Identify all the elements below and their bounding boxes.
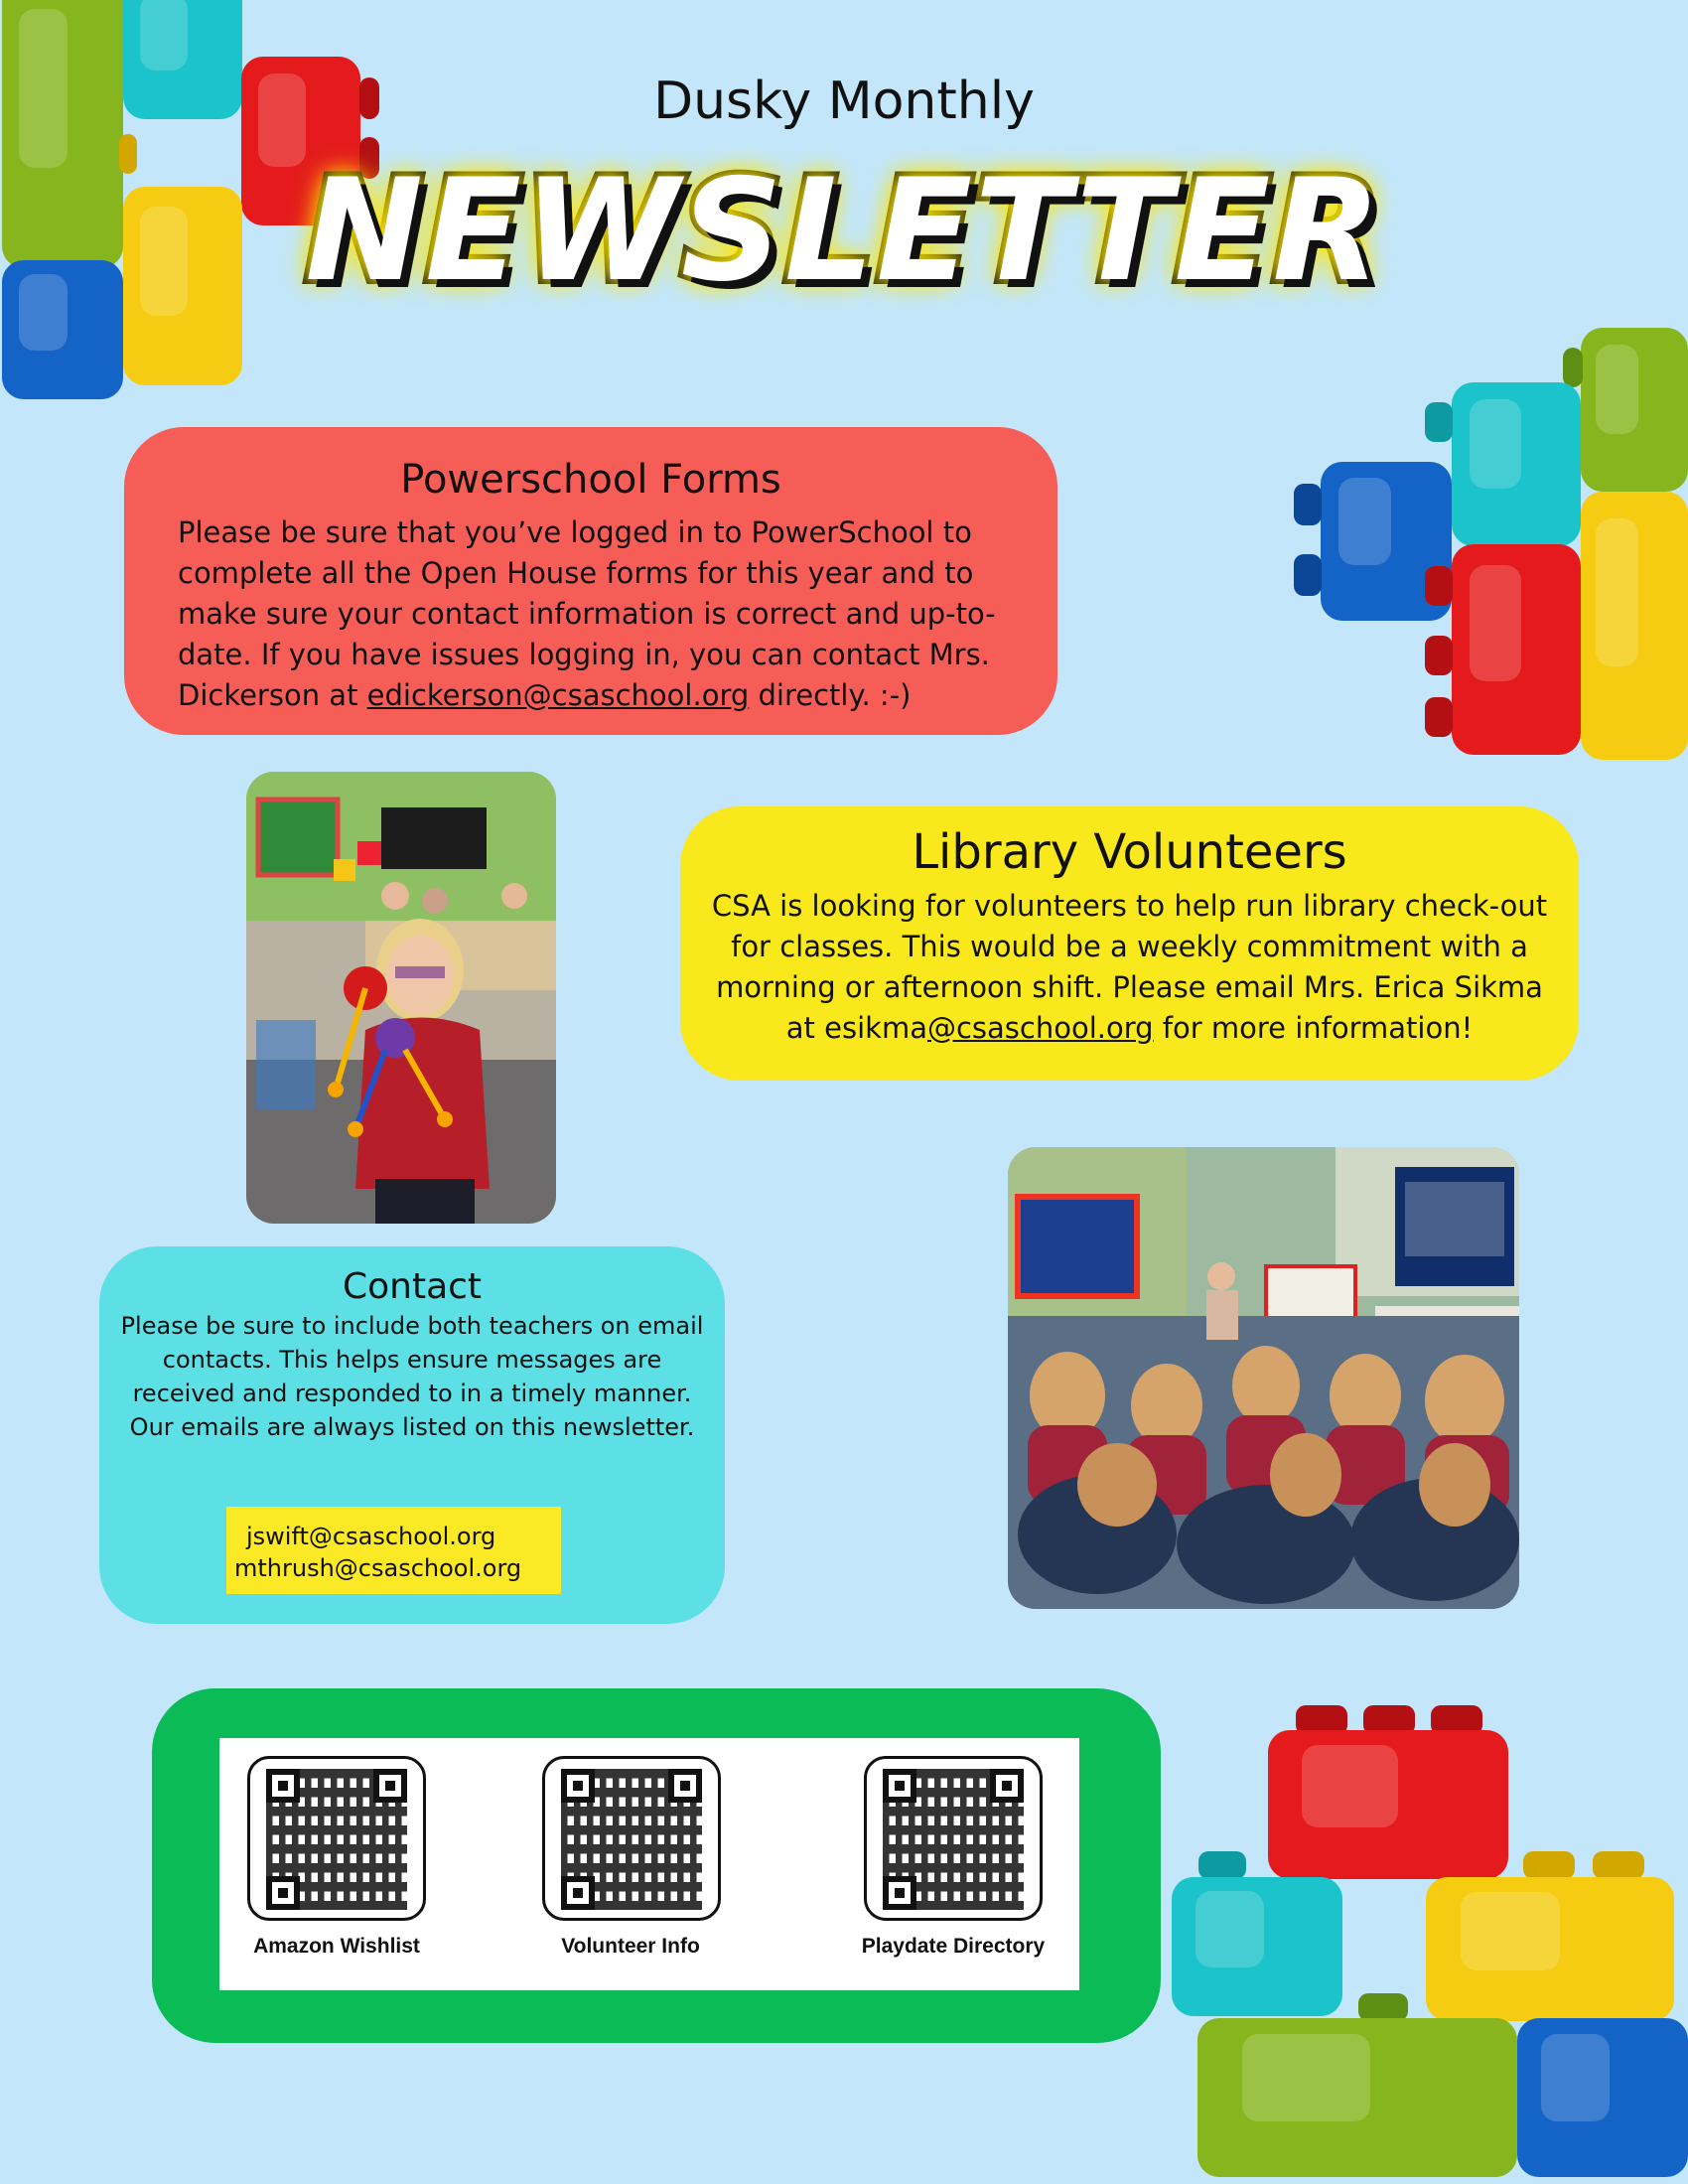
powerschool-body-tail: directly. :-) xyxy=(749,678,912,712)
student-robot-photo xyxy=(246,772,556,1224)
library-volunteers-body xyxy=(710,886,1549,1049)
library-body-text: CSA is looking for volunteers to help run library check-out for classes. This would be a weekly commitment with a morning or afternoon shift. Please email Mrs. Erica Sikma at esikma xyxy=(711,889,1548,1045)
qr-codes-panel xyxy=(152,1688,1161,2043)
contact-panel xyxy=(99,1246,725,1624)
contact-title: Contact xyxy=(342,1266,483,1307)
powerschool-forms-body xyxy=(178,512,1030,716)
amazon-wishlist-label: Amazon Wishlist xyxy=(253,1935,420,1958)
library-volunteers-title: Library Volunteers xyxy=(912,824,1347,880)
newsletter-masthead: NEWSLETTER xyxy=(305,149,1383,313)
sikma-email-link[interactable]: @csaschool.org xyxy=(926,1011,1154,1045)
newsletter-subtitle: Dusky Monthly xyxy=(653,72,1035,131)
dickerson-email-link[interactable]: edickerson@csaschool.org xyxy=(366,678,750,712)
library-volunteers-panel xyxy=(680,806,1579,1081)
volunteer-info-label: Volunteer Info xyxy=(561,1935,700,1958)
playdate-directory-label: Playdate Directory xyxy=(861,1935,1046,1958)
library-body-tail: for more information! xyxy=(1153,1011,1474,1045)
powerschool-forms-title: Powerschool Forms xyxy=(400,457,781,503)
thrush-email-link[interactable]: mthrush@csaschool.org xyxy=(234,1554,522,1582)
qr-codes-card xyxy=(219,1738,1079,1990)
teacher-emails-box xyxy=(226,1507,561,1594)
qr-code-icon[interactable] xyxy=(864,1756,1043,1921)
classroom-group-photo xyxy=(1008,1147,1519,1609)
swift-email-link[interactable]: jswift@csaschool.org xyxy=(246,1523,496,1550)
qr-code-icon[interactable] xyxy=(542,1756,721,1921)
powerschool-forms-panel xyxy=(124,427,1057,735)
contact-body: Please be sure to include both teachers on email contacts. This helps ensure messages are received and responded to in a timely manner. Our emails are always listed on this newsletter. xyxy=(120,1312,704,1441)
powerschool-body-text: Please be sure that you’ve logged in to PowerSchool to complete all the Open House forms for this year and to make sure your contact information is correct and up-to-date. If you have issues logging in, you can contact Mrs. Dickerson at xyxy=(178,515,996,712)
qr-code-icon[interactable] xyxy=(247,1756,426,1921)
